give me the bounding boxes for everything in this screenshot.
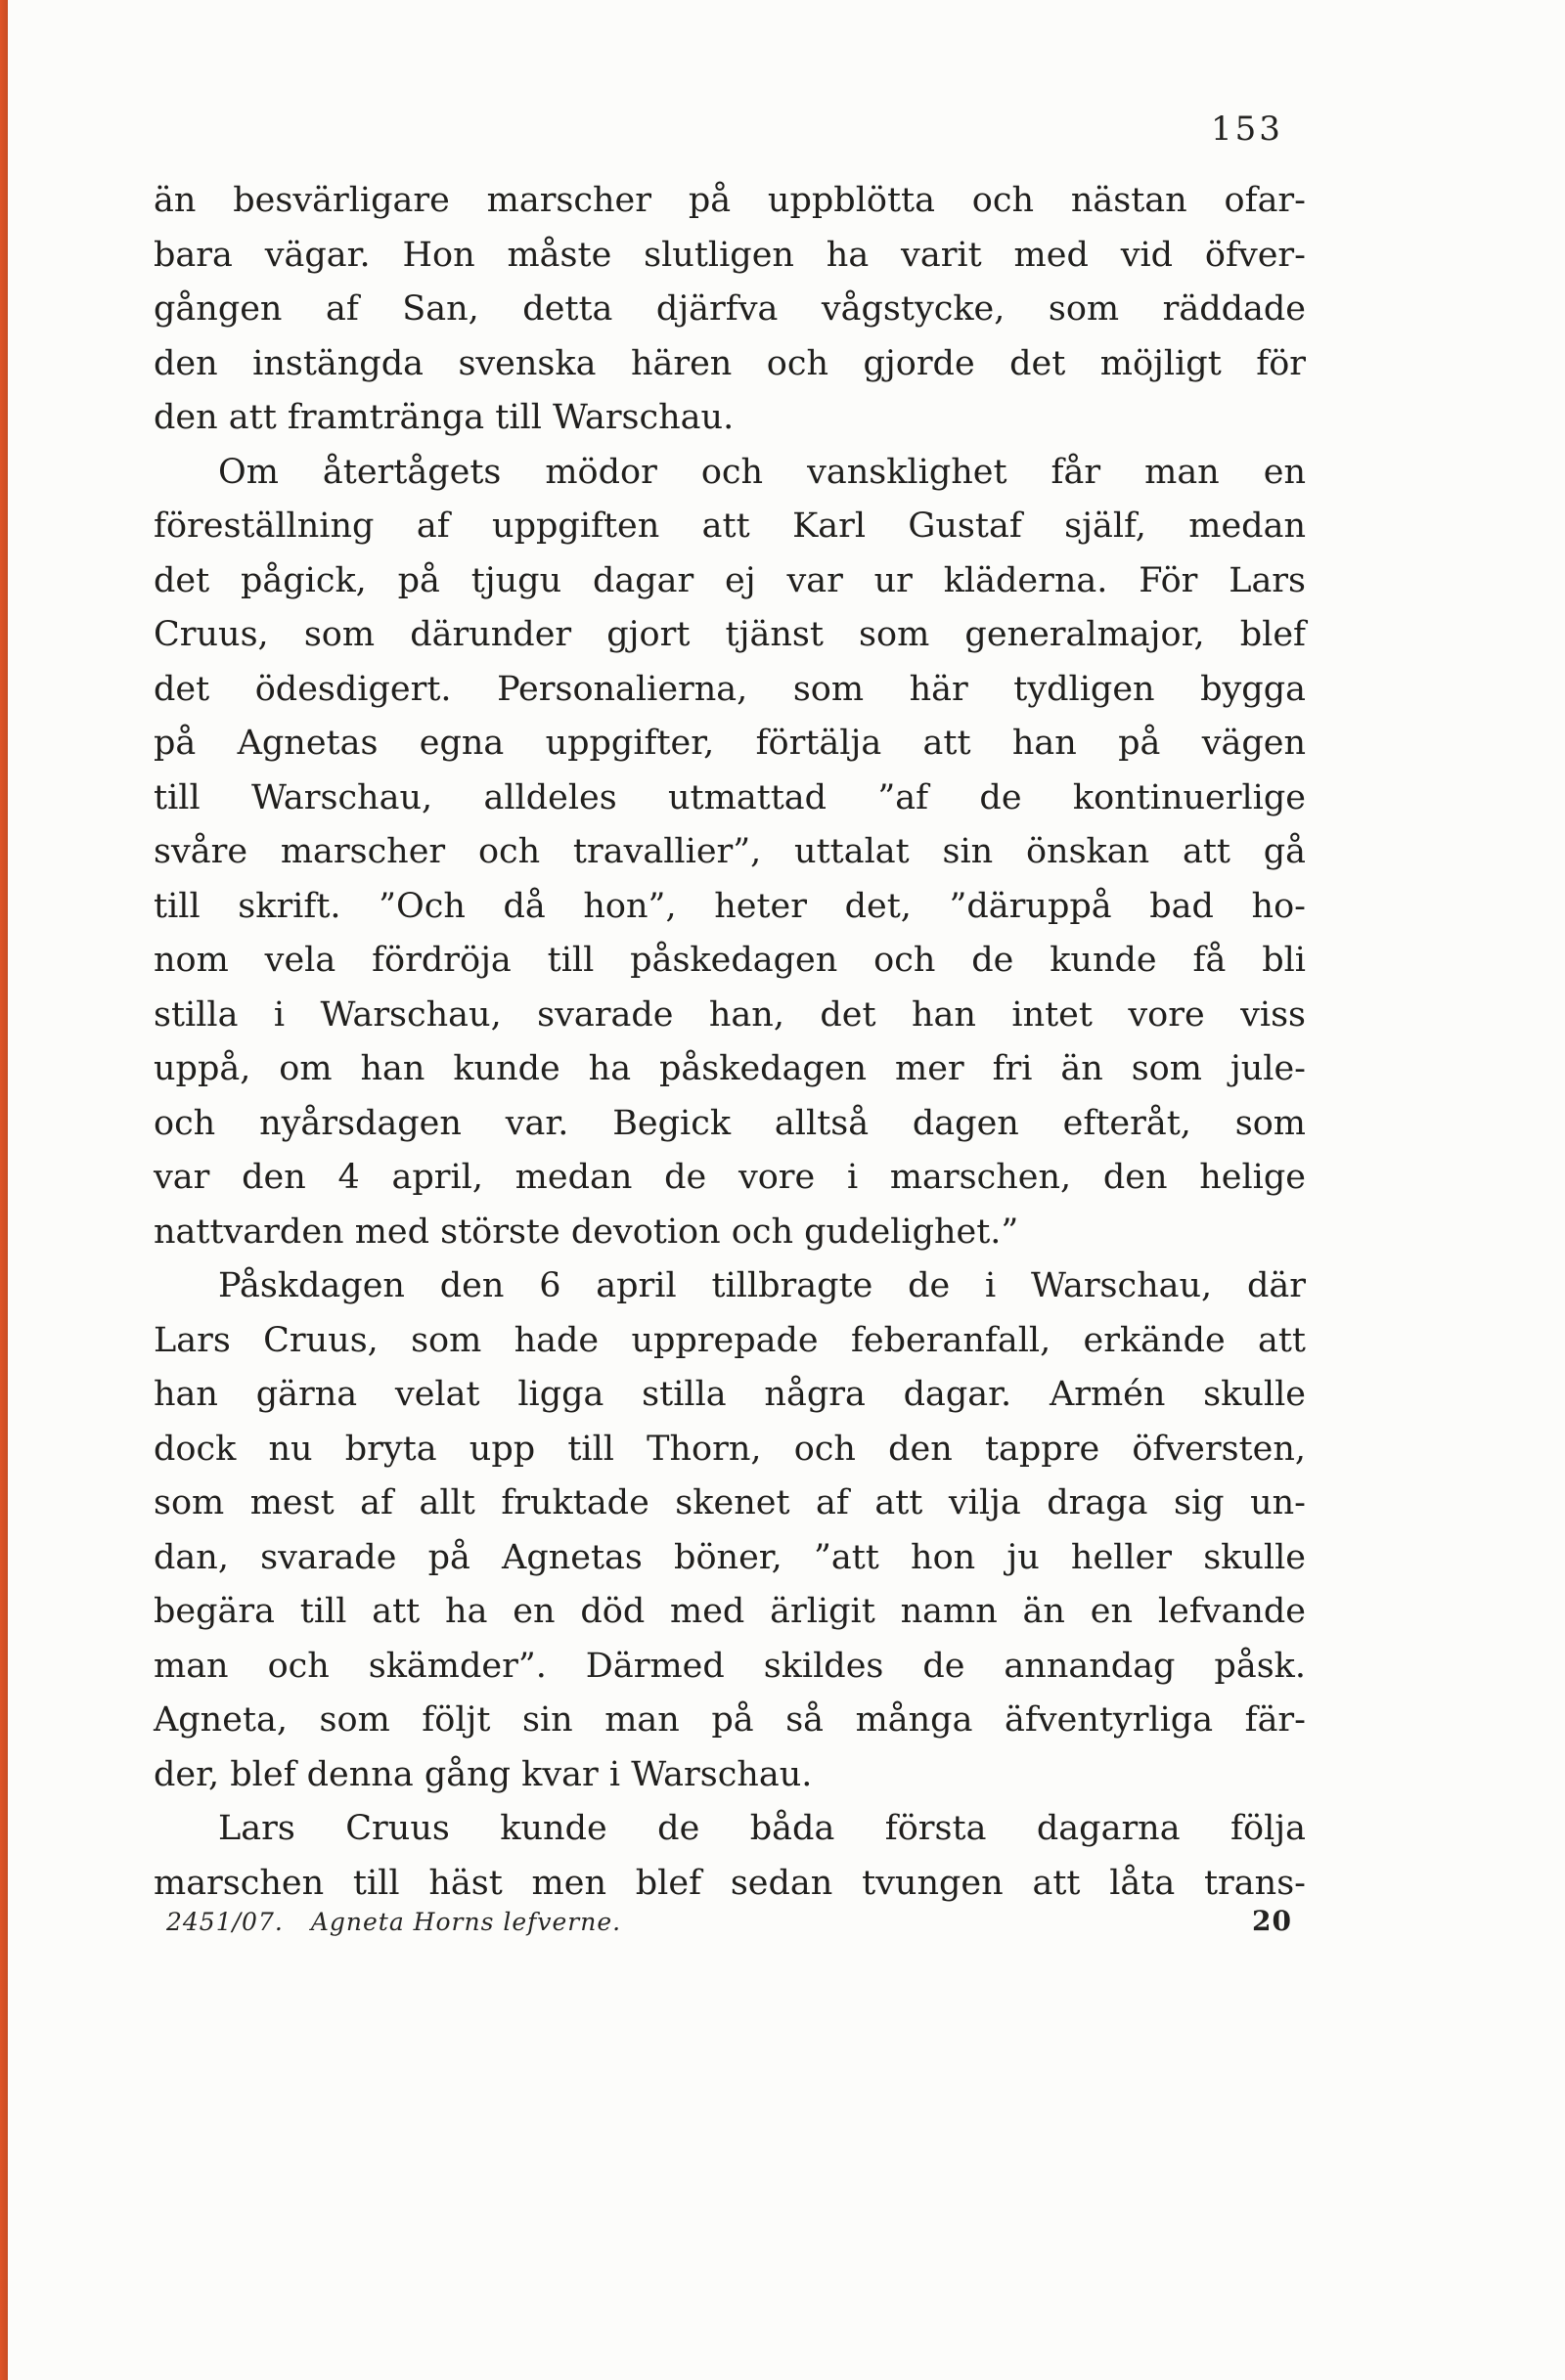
text-line: Agneta, som följt sin man på så många äfventyrliga fär- (154, 1700, 1306, 1740)
text-line: som mest af allt fruktade skenet af att vilja draga sig un- (154, 1483, 1306, 1522)
text-line: på Agnetas egna uppgifter, förtälja att han på vägen (154, 724, 1306, 763)
text-line: och nyårsdagen var. Begick alltså dagen efteråt, som (154, 1103, 1306, 1143)
text-line: uppå, om han kunde ha påskedagen mer fri än som jule- (154, 1049, 1306, 1088)
book-title: Agneta Horns lefverne. (310, 1908, 622, 1936)
text-line: än besvärligare marscher på uppblötta och nästan ofar- (154, 181, 1306, 220)
text-line: han gärna velat ligga stilla några dagar. Armén skulle (154, 1375, 1306, 1414)
text-line: Påskdagen den 6 april tillbragte de i Warschau, där (218, 1266, 1306, 1305)
text-line: var den 4 april, medan de vore i marschen, den helige (154, 1158, 1306, 1197)
text-line: den instängda svenska hären och gjorde det möjligt för (154, 343, 1306, 383)
footer-imprint (166, 1908, 621, 1936)
text-line: det ödesdigert. Personalierna, som här tydligen bygga (154, 669, 1306, 709)
text-line: dan, svarade på Agnetas böner, ”att hon ju heller skulle (154, 1537, 1306, 1577)
text-line: till skrift. ”Och då hon”, heter det, ”däruppå bad ho- (154, 886, 1306, 926)
text-line: gången af San, detta djärfva vågstycke, som räddade (154, 289, 1306, 329)
text-line: det pågick, på tjugu dagar ej var ur kläderna. För Lars (154, 560, 1306, 600)
text-line: Lars Cruus, som hade upprepade feberanfall, erkände att (154, 1320, 1306, 1360)
text-line: stilla i Warschau, svarade han, det han intet vore viss (154, 994, 1306, 1035)
text-line: Om återtågets mödor och vansklighet får man en (218, 452, 1306, 492)
body-text (154, 174, 1306, 1911)
text-line: Cruus, som därunder gjort tjänst som generalmajor, blef (154, 615, 1306, 654)
print-code: 2451/07. (166, 1908, 284, 1936)
text-line: dock nu bryta upp till Thorn, och den tappre öfversten, (154, 1429, 1306, 1469)
text-line: den att framtränga till Warschau. (154, 398, 735, 437)
text-line: nattvarden med störste devotion och gudelighet.” (154, 1212, 1019, 1252)
text-line: svåre marscher och travallier”, uttalat sin önskan att gå (154, 832, 1306, 871)
text-line: der, blef denna gång kvar i Warschau. (154, 1754, 813, 1794)
signature-number: 20 (1252, 1905, 1292, 1937)
text-line: Lars Cruus kunde de båda första dagarna följa (218, 1809, 1306, 1848)
text-line: föreställning af uppgiften att Karl Gustaf själf, medan (154, 507, 1306, 546)
page-footer (166, 1905, 1306, 1937)
text-line: till Warschau, alldeles utmattad ”af de kontinuerlige (154, 777, 1306, 817)
scan-edge-strip (0, 0, 8, 2380)
text-line: man och skämder”. Därmed skildes de annandag påsk. (154, 1646, 1306, 1686)
text-line: nom vela fördröja till påskedagen och de kunde få bli (154, 941, 1306, 980)
page-number: 153 (1211, 110, 1283, 149)
text-line: marschen till häst men blef sedan tvungen att låta trans- (154, 1863, 1306, 1903)
text-line: begära till att ha en död med ärligit namn än en lefvande (154, 1592, 1306, 1631)
text-line: bara vägar. Hon måste slutligen ha varit med vid öfver- (154, 235, 1306, 275)
